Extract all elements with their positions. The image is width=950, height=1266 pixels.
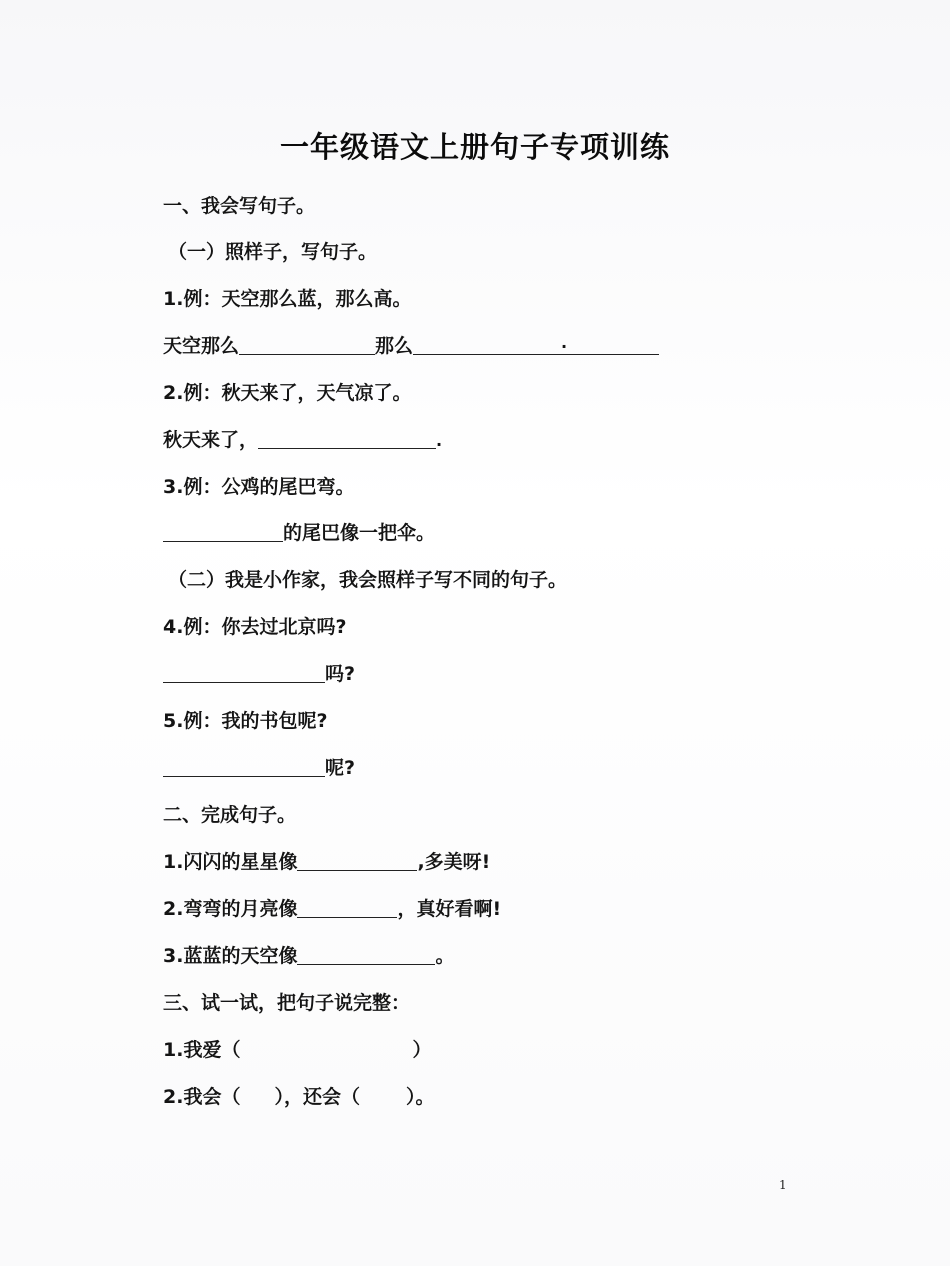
q4-blank[interactable]	[163, 662, 325, 683]
section-3-heading: 三、试一试，把句子说完整：	[163, 992, 411, 1014]
section-2-heading: 二、完成句子。	[163, 804, 297, 826]
s3-q1-prefix: 1.我爱（	[163, 1039, 241, 1061]
section-1-heading: 一、我会写句子。	[163, 195, 316, 217]
page-number: 1	[779, 1178, 787, 1192]
q1-example: 1.例：天空那么蓝，那么高。	[163, 288, 412, 310]
page-title: 一年级语文上册句子专项训练	[279, 130, 670, 164]
s2-q2-line	[163, 896, 501, 922]
s3-q1-line	[163, 1037, 431, 1063]
s2-q2-prefix: 2.弯弯的月亮像	[163, 898, 298, 920]
q5-suffix: 呢?	[325, 757, 356, 779]
q2-dot: .	[436, 431, 443, 450]
s2-q3-blank[interactable]	[297, 944, 435, 965]
s2-q3-suffix: 。	[435, 945, 455, 967]
q2-blank[interactable]	[258, 428, 436, 449]
s3-q2-line	[163, 1084, 434, 1110]
q1-answer-line	[163, 333, 659, 359]
q1-prefix: 天空那么	[163, 335, 240, 357]
s2-q3-line	[163, 943, 454, 969]
s3-q2-suffix: ）。	[405, 1086, 435, 1108]
q2-example: 2.例：秋天来了，天气凉了。	[163, 382, 412, 404]
q5-answer-line	[163, 755, 355, 781]
s2-q1-blank[interactable]	[297, 850, 417, 871]
q3-example: 3.例：公鸡的尾巴弯。	[163, 476, 355, 498]
s2-q1-suffix: ,多美呀!	[417, 851, 491, 873]
q1-blank-2[interactable]	[413, 334, 659, 355]
q4-example: 4.例：你去过北京吗?	[163, 616, 347, 638]
q2-prefix: 秋天来了，	[163, 429, 259, 451]
s3-q2-prefix: 2.我会（	[163, 1086, 241, 1108]
q3-blank[interactable]	[163, 521, 283, 542]
q5-blank[interactable]	[163, 756, 325, 777]
q3-suffix: 的尾巴像一把伞。	[283, 522, 436, 544]
subsection-2-heading: （二）我是小作家，我会照样子写不同的句子。	[168, 569, 568, 591]
s3-q2-middle: ），还会（	[274, 1086, 360, 1108]
q4-suffix: 吗?	[325, 663, 356, 685]
q1-middle: 那么	[375, 335, 414, 357]
q1-blank-1[interactable]	[239, 334, 375, 355]
s2-q1-line	[163, 849, 490, 875]
q3-answer-line	[163, 520, 435, 546]
q4-answer-line	[163, 661, 355, 687]
s2-q1-prefix: 1.闪闪的星星像	[163, 851, 298, 873]
s3-q1-suffix: ）	[412, 1039, 432, 1061]
subsection-1-heading: （一）照样子，写句子。	[168, 241, 378, 263]
q5-example: 5.例：我的书包呢?	[163, 710, 328, 732]
s2-q3-prefix: 3.蓝蓝的天空像	[163, 945, 298, 967]
q1-dot: .	[561, 333, 568, 352]
s2-q2-blank[interactable]	[297, 897, 397, 918]
q2-answer-line	[163, 427, 442, 454]
s2-q2-suffix: ，真好看啊!	[397, 898, 502, 920]
